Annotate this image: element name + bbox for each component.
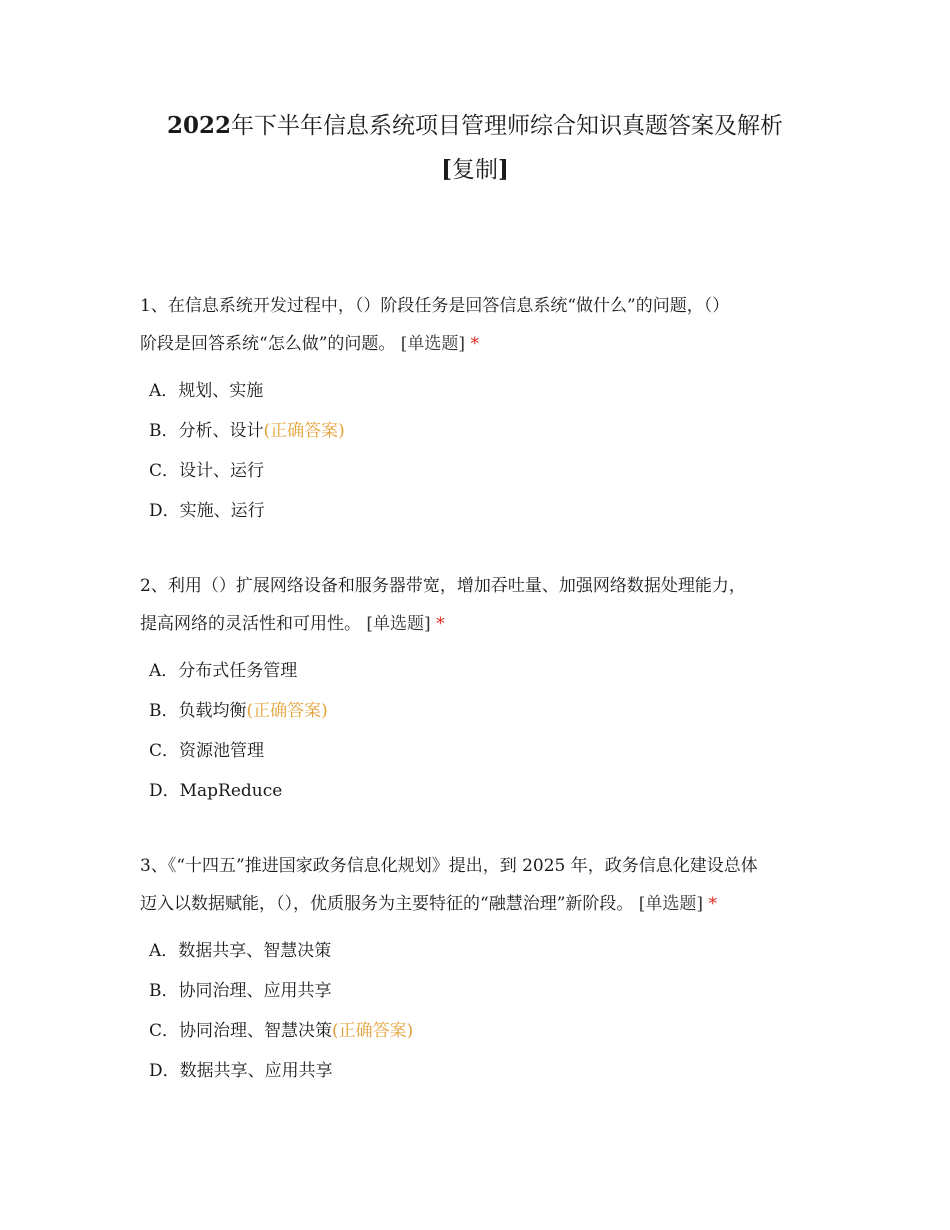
option-a bbox=[140, 651, 820, 691]
title-bracket-open: [ bbox=[441, 156, 452, 183]
option-d bbox=[140, 771, 820, 811]
option-text: B．负载均衡 bbox=[149, 701, 247, 721]
question-stem-line: 2、利用（）扩展网络设备和服务器带宽，增加吞吐量、加强网络数据处理能力， bbox=[140, 576, 746, 596]
option-text: D．实施、运行 bbox=[149, 501, 265, 521]
option-text: C．资源池管理 bbox=[149, 741, 265, 761]
question-type: [单选题] bbox=[638, 894, 704, 914]
question-stem-line: 3、《“十四五”推进国家政务信息化规划》提出，到 2025 年，政务信息化建设总体 bbox=[140, 856, 758, 876]
copy-label: 复制 bbox=[452, 157, 498, 183]
question-1 bbox=[140, 287, 820, 531]
option-list bbox=[140, 931, 820, 1091]
question-stem-line: 迈入以数据赋能，（），优质服务为主要特征的“融慧治理”新阶段。 bbox=[140, 894, 634, 914]
title-text: 年下半年信息系统项目管理师综合知识真题答案及解析 bbox=[231, 113, 783, 139]
option-c bbox=[140, 1011, 820, 1051]
option-d bbox=[140, 1051, 820, 1091]
required-star: * bbox=[436, 614, 445, 634]
option-text: C．协同治理、智慧决策 bbox=[149, 1021, 333, 1041]
correct-tag: (正确答案) bbox=[263, 421, 345, 441]
option-b bbox=[140, 691, 820, 731]
required-star: * bbox=[708, 894, 717, 914]
option-c bbox=[140, 451, 820, 491]
page-title bbox=[140, 104, 810, 192]
correct-tag: (正确答案) bbox=[332, 1021, 414, 1041]
option-d bbox=[140, 491, 820, 531]
option-text: D．MapReduce bbox=[149, 781, 283, 801]
option-a bbox=[140, 931, 820, 971]
option-list bbox=[140, 371, 820, 531]
option-text: D．数据共享、应用共享 bbox=[149, 1061, 333, 1081]
title-year: 2022 bbox=[166, 112, 231, 139]
question-3 bbox=[140, 847, 820, 1091]
correct-tag: (正确答案) bbox=[246, 701, 328, 721]
question-stem-line: 提高网络的灵活性和可用性。 bbox=[140, 614, 361, 634]
question-type: [单选题] bbox=[400, 334, 466, 354]
question-stem bbox=[140, 567, 820, 643]
question-type: [单选题] bbox=[366, 614, 431, 634]
option-a bbox=[140, 371, 820, 411]
option-c bbox=[140, 731, 820, 771]
option-text: B．分析、设计 bbox=[149, 421, 264, 441]
option-text: B．协同治理、应用共享 bbox=[149, 981, 332, 1001]
question-stem bbox=[140, 287, 820, 363]
option-list bbox=[140, 651, 820, 811]
title-bracket-close: ] bbox=[498, 156, 509, 183]
question-stem-line: 1、在信息系统开发过程中，（）阶段任务是回答信息系统“做什么”的问题，（） bbox=[140, 296, 730, 316]
required-star: * bbox=[470, 334, 479, 354]
option-text: A．数据共享、智慧决策 bbox=[149, 941, 332, 961]
question-2 bbox=[140, 567, 820, 811]
option-text: C．设计、运行 bbox=[149, 461, 265, 481]
option-b bbox=[140, 411, 820, 451]
option-text: A．规划、实施 bbox=[149, 381, 264, 401]
question-stem-line: 阶段是回答系统“怎么做”的问题。 bbox=[140, 334, 396, 354]
option-b bbox=[140, 971, 820, 1011]
question-stem bbox=[140, 847, 820, 923]
option-text: A．分布式任务管理 bbox=[149, 661, 298, 681]
